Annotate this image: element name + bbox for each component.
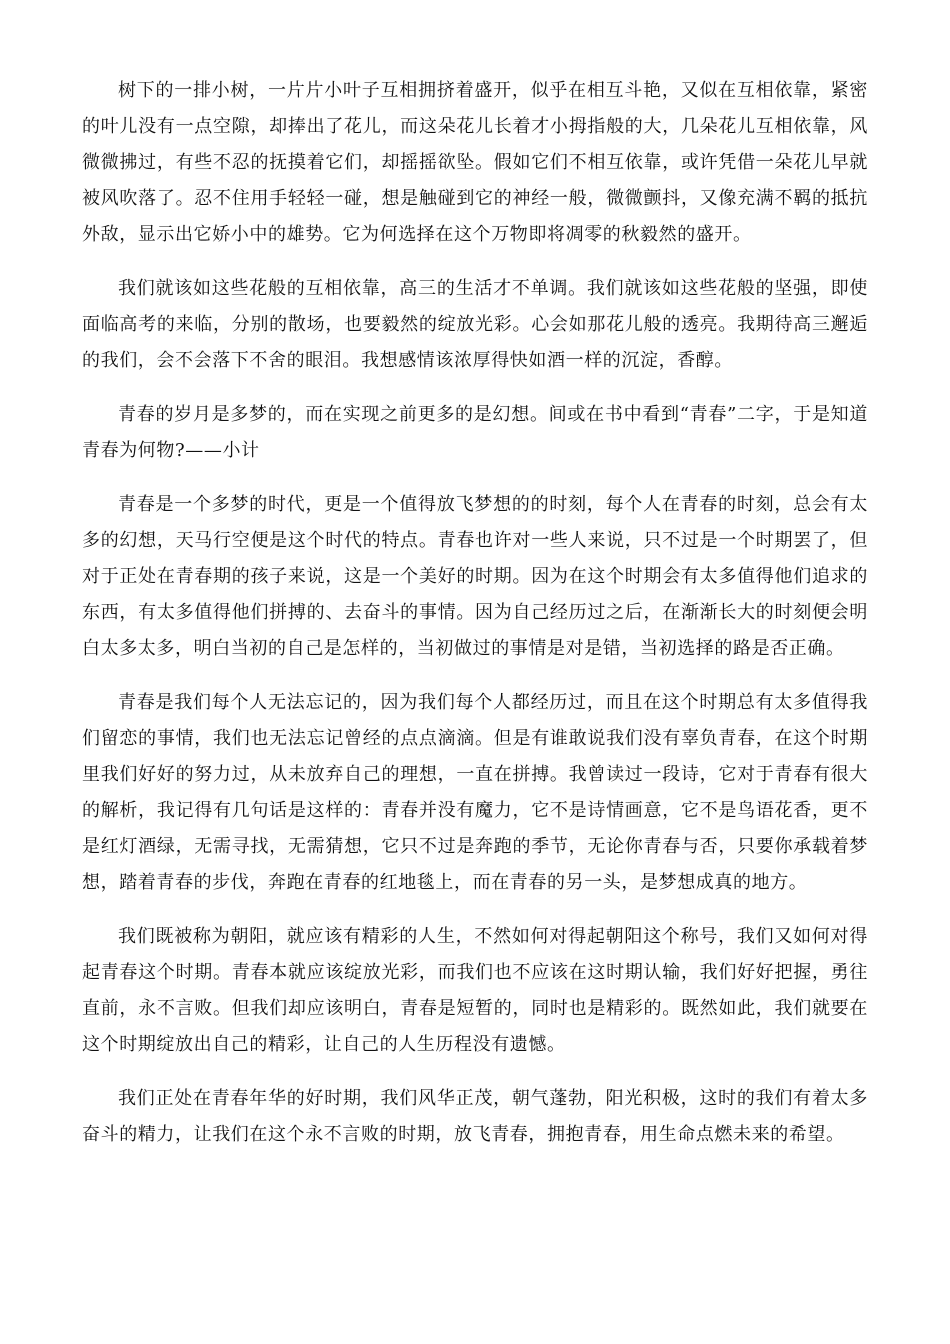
paragraph-4: 青春是一个多梦的时代，更是一个值得放飞梦想的的时刻，每个人在青春的时刻，总会有太多的幻想，天马行空便是这个时代的特点。青春也许对一些人来说，只不过是一个时期罢了，但对于正处在青春期的孩子来说，这是一个美好的时期。因为在这个时期会有太多值得他们追求的东西，有太多值得他们拼搏的、去奋斗的事情。因为自己经历过之后，在渐渐长大的时刻便会明白太多太多，明白当初的自己是怎样的，当初做过的事情是对是错，当初选择的路是否正确。 [82,494,868,659]
paragraph-6: 我们既被称为朝阳，就应该有精彩的人生，不然如何对得起朝阳这个称号，我们又如何对得起青春这个时期。青春本就应该绽放光彩，而我们也不应该在这时期认输，我们好好把握，勇往直前，永不言败。但我们却应该明白，青春是短暂的，同时也是精彩的。既然如此，我们就要在这个时期绽放出自己的精彩，让自己的人生历程没有遗憾。 [82,926,868,1055]
paragraph-5: 青春是我们每个人无法忘记的，因为我们每个人都经历过，而且在这个时期总有太多值得我们留恋的事情，我们也无法忘记曾经的点点滴滴。但是有谁敢说我们没有辜负青春，在这个时期里我们好好的努力过，从未放弃自己的理想，一直在拼搏。我曾读过一段诗，它对于青春有很大的解析，我记得有几句话是这样的：青春并没有魔力，它不是诗情画意，它不是鸟语花香，更不是红灯酒绿，无需寻找，无需猜想，它只不过是奔跑的季节，无论你青春与否，只要你承载着梦想，踏着青春的步伐，奔跑在青春的红地毯上，而在青春的另一头，是梦想成真的地方。 [82,692,868,893]
paragraph-7: 我们正处在青春年华的好时期，我们风华正茂，朝气蓬勃，阳光积极，这时的我们有着太多奋斗的精力，让我们在这个永不言败的时期，放飞青春，拥抱青春，用生命点燃未来的希望。 [82,1088,868,1145]
paragraph-2: 我们就该如这些花般的互相依靠，高三的生活才不单调。我们就该如这些花般的坚强，即使面临高考的来临，分别的散场，也要毅然的绽放光彩。心会如那花儿般的透亮。我期待高三邂逅的我们，会不会落下不舍的眼泪。我想感情该浓厚得快如酒一样的沉淀，香醇。 [82,278,868,371]
paragraph-1: 树下的一排小树，一片片小叶子互相拥挤着盛开，似乎在相互斗艳，又似在互相依靠，紧密的叶儿没有一点空隙，却捧出了花儿，而这朵花儿长着才小拇指般的大，几朵花儿互相依靠，风微微拂过，有些不忍的抚摸着它们，却摇摇欲坠。假如它们不相互依靠，或许凭借一朵花儿早就被风吹落了。忍不住用手轻轻一碰，想是触碰到它的神经一般，微微颤抖，又像充满不羁的抵抗外敌，显示出它娇小中的雄势。它为何选择在这个万物即将凋零的秋毅然的盛开。 [82,80,868,245]
document-body [82,73,868,1171]
paragraph-3: 青春的岁月是多梦的，而在实现之前更多的是幻想。间或在书中看到“青春”二字，于是知道青春为何物?——小计 [82,404,868,461]
